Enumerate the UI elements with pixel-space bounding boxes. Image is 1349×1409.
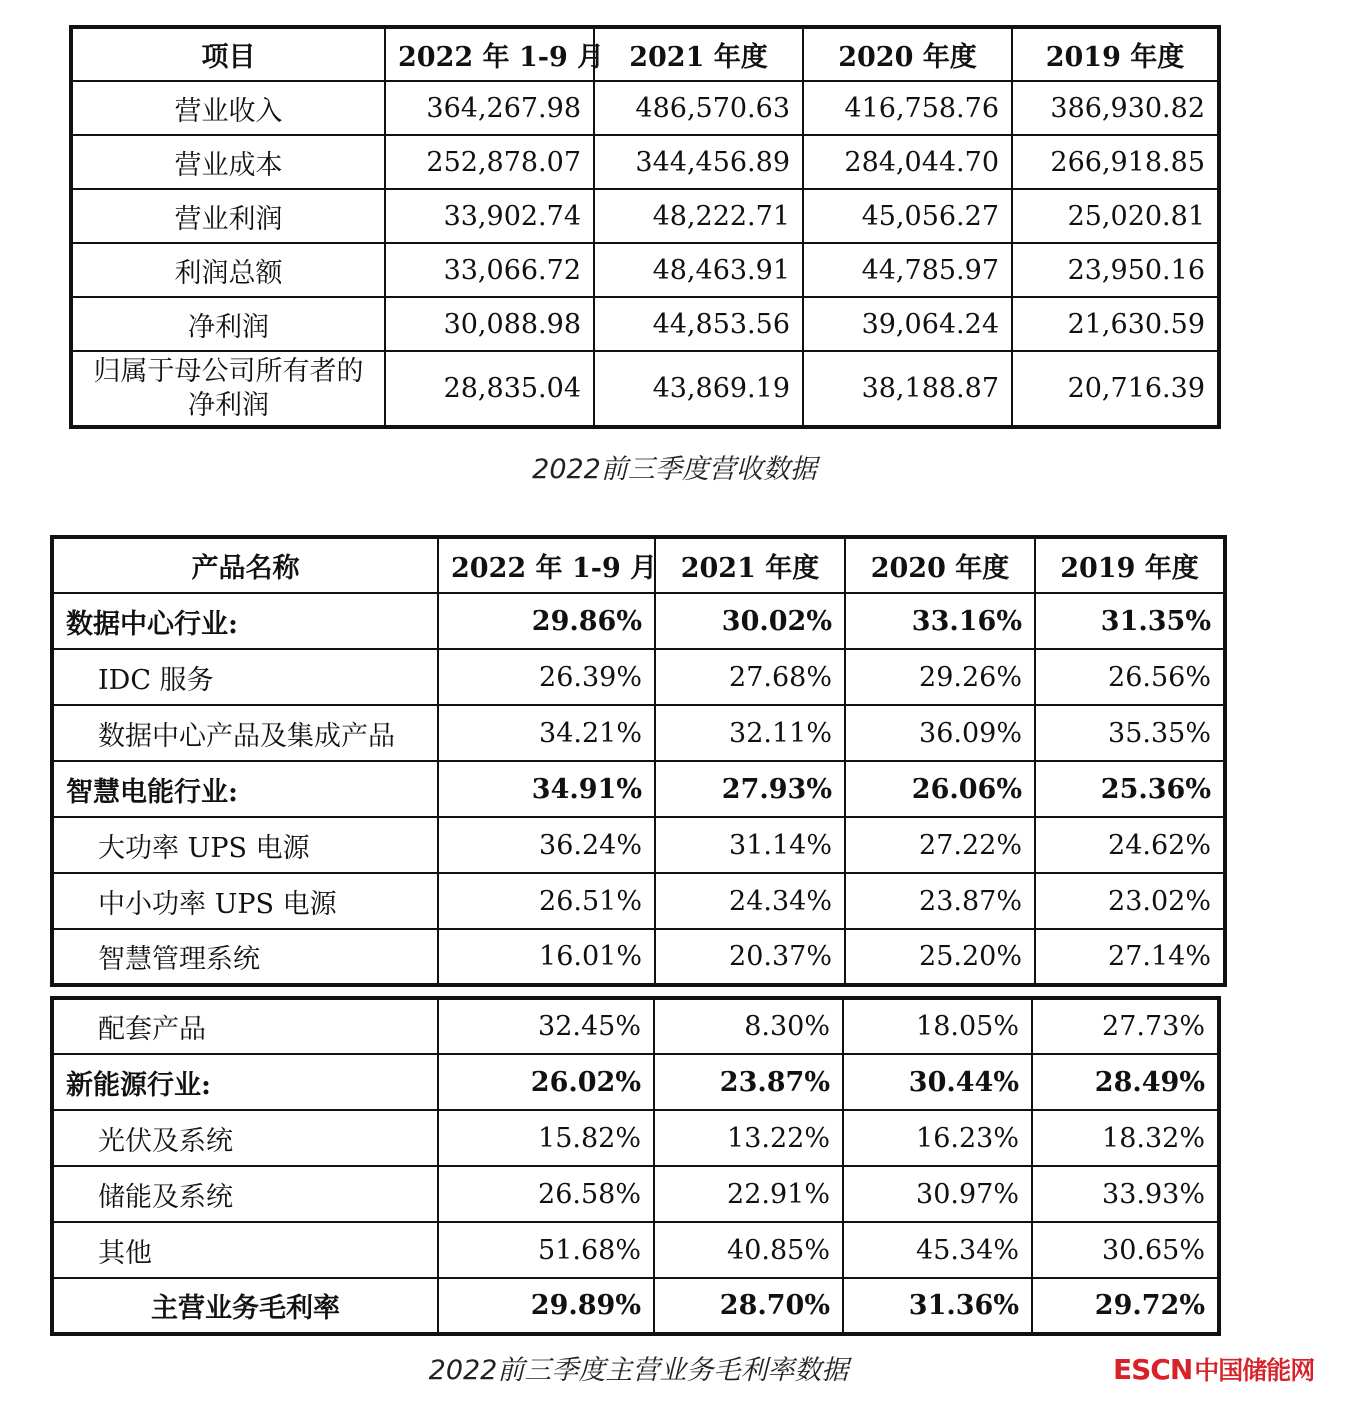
table-header-row xyxy=(71,27,1219,81)
value-cell: 25,020.81 xyxy=(1012,189,1219,243)
table-row xyxy=(52,1222,1219,1278)
table-row xyxy=(52,873,1225,929)
value-cell: 33,066.72 xyxy=(385,243,594,297)
row-label: 储能及系统 xyxy=(52,1166,438,1222)
value-cell: 23.02% xyxy=(1035,873,1225,929)
value-cell: 33,902.74 xyxy=(385,189,594,243)
value-cell: 24.62% xyxy=(1035,817,1225,873)
row-label: 数据中心产品及集成产品 xyxy=(52,705,438,761)
value-cell: 44,853.56 xyxy=(594,297,803,351)
row-label: 利润总额 xyxy=(71,243,385,297)
logo-name: 中国储能网 xyxy=(1194,1356,1315,1385)
value-cell: 33.93% xyxy=(1032,1166,1219,1222)
value-cell: 364,267.98 xyxy=(385,81,594,135)
value-cell: 30.02% xyxy=(655,593,845,649)
value-cell: 28.49% xyxy=(1032,1054,1219,1110)
row-label: 数据中心行业: xyxy=(52,593,438,649)
value-cell: 16.23% xyxy=(843,1110,1032,1166)
value-cell: 40.85% xyxy=(654,1222,843,1278)
table-row xyxy=(52,649,1225,705)
revenue-table xyxy=(69,25,1221,429)
value-cell: 29.72% xyxy=(1032,1278,1219,1334)
value-cell: 23.87% xyxy=(845,873,1035,929)
value-cell: 416,758.76 xyxy=(803,81,1012,135)
table-row xyxy=(52,593,1225,649)
value-cell: 21,630.59 xyxy=(1012,297,1219,351)
value-cell: 26.56% xyxy=(1035,649,1225,705)
value-cell: 486,570.63 xyxy=(594,81,803,135)
value-cell: 48,222.71 xyxy=(594,189,803,243)
row-label: 主营业务毛利率 xyxy=(52,1278,438,1334)
table-row xyxy=(52,761,1225,817)
revenue-table-caption: 2022前三季度营收数据 xyxy=(532,454,817,485)
value-cell: 29.89% xyxy=(438,1278,654,1334)
value-cell: 31.35% xyxy=(1035,593,1225,649)
escn-watermark-logo xyxy=(1113,1351,1314,1387)
value-cell: 23,950.16 xyxy=(1012,243,1219,297)
value-cell: 29.26% xyxy=(845,649,1035,705)
value-cell: 18.32% xyxy=(1032,1110,1219,1166)
row-label: 智慧管理系统 xyxy=(52,929,438,985)
value-cell: 344,456.89 xyxy=(594,135,803,189)
value-cell: 25.36% xyxy=(1035,761,1225,817)
row-label: 新能源行业: xyxy=(52,1054,438,1110)
value-cell: 26.39% xyxy=(438,649,655,705)
value-cell: 39,064.24 xyxy=(803,297,1012,351)
header-cell: 2020 年度 xyxy=(845,537,1035,593)
value-cell: 34.21% xyxy=(438,705,655,761)
table-row xyxy=(52,929,1225,985)
value-cell: 28.70% xyxy=(654,1278,843,1334)
value-cell: 36.24% xyxy=(438,817,655,873)
value-cell: 27.93% xyxy=(655,761,845,817)
value-cell: 29.86% xyxy=(438,593,655,649)
value-cell: 33.16% xyxy=(845,593,1035,649)
row-label: 营业收入 xyxy=(71,81,385,135)
value-cell: 30.65% xyxy=(1032,1222,1219,1278)
header-cell: 产品名称 xyxy=(52,537,438,593)
value-cell: 27.14% xyxy=(1035,929,1225,985)
gross-margin-table-part1 xyxy=(50,535,1227,987)
value-cell: 252,878.07 xyxy=(385,135,594,189)
value-cell: 26.06% xyxy=(845,761,1035,817)
value-cell: 32.11% xyxy=(655,705,845,761)
value-cell: 27.22% xyxy=(845,817,1035,873)
value-cell: 35.35% xyxy=(1035,705,1225,761)
value-cell: 32.45% xyxy=(438,998,654,1054)
value-cell: 30,088.98 xyxy=(385,297,594,351)
header-cell: 2022 年 1-9 月 xyxy=(385,27,594,81)
value-cell: 43,869.19 xyxy=(594,351,803,427)
table-row xyxy=(52,1166,1219,1222)
row-label: 智慧电能行业: xyxy=(52,761,438,817)
value-cell: 45.34% xyxy=(843,1222,1032,1278)
row-label: 中小功率 UPS 电源 xyxy=(52,873,438,929)
row-label: 光伏及系统 xyxy=(52,1110,438,1166)
value-cell: 48,463.91 xyxy=(594,243,803,297)
row-label: 营业成本 xyxy=(71,135,385,189)
table-header-row xyxy=(52,537,1225,593)
value-cell: 26.51% xyxy=(438,873,655,929)
value-cell: 284,044.70 xyxy=(803,135,1012,189)
header-cell: 2020 年度 xyxy=(803,27,1012,81)
header-cell: 项目 xyxy=(71,27,385,81)
logo-brand: ESCN xyxy=(1113,1353,1193,1386)
header-cell: 2021 年度 xyxy=(655,537,845,593)
value-cell: 23.87% xyxy=(654,1054,843,1110)
table-row xyxy=(71,243,1219,297)
row-label: 归属于母公司所有者的净利润 xyxy=(71,351,385,427)
table-row xyxy=(52,1110,1219,1166)
gross-margin-caption: 2022前三季度主营业务毛利率数据 xyxy=(428,1355,849,1386)
value-cell: 34.91% xyxy=(438,761,655,817)
header-cell: 2019 年度 xyxy=(1012,27,1219,81)
value-cell: 20,716.39 xyxy=(1012,351,1219,427)
table-row xyxy=(52,998,1219,1054)
value-cell: 36.09% xyxy=(845,705,1035,761)
row-label: 营业利润 xyxy=(71,189,385,243)
value-cell: 30.97% xyxy=(843,1166,1032,1222)
value-cell: 18.05% xyxy=(843,998,1032,1054)
row-label: 配套产品 xyxy=(52,998,438,1054)
value-cell: 16.01% xyxy=(438,929,655,985)
value-cell: 31.36% xyxy=(843,1278,1032,1334)
value-cell: 27.73% xyxy=(1032,998,1219,1054)
value-cell: 24.34% xyxy=(655,873,845,929)
value-cell: 15.82% xyxy=(438,1110,654,1166)
row-label: 净利润 xyxy=(71,297,385,351)
table-row xyxy=(71,351,1219,427)
table-row xyxy=(71,297,1219,351)
value-cell: 25.20% xyxy=(845,929,1035,985)
row-label: 大功率 UPS 电源 xyxy=(52,817,438,873)
table-row xyxy=(52,1054,1219,1110)
row-label: 其他 xyxy=(52,1222,438,1278)
table-row xyxy=(52,817,1225,873)
header-cell: 2019 年度 xyxy=(1035,537,1225,593)
value-cell: 266,918.85 xyxy=(1012,135,1219,189)
gross-margin-table-part2 xyxy=(50,996,1221,1336)
value-cell: 31.14% xyxy=(655,817,845,873)
value-cell: 30.44% xyxy=(843,1054,1032,1110)
value-cell: 26.02% xyxy=(438,1054,654,1110)
value-cell: 20.37% xyxy=(655,929,845,985)
table-row xyxy=(52,1278,1219,1334)
row-label: IDC 服务 xyxy=(52,649,438,705)
value-cell: 27.68% xyxy=(655,649,845,705)
table-row xyxy=(71,81,1219,135)
table-row xyxy=(71,135,1219,189)
header-cell: 2022 年 1-9 月 xyxy=(438,537,655,593)
value-cell: 22.91% xyxy=(654,1166,843,1222)
table-row xyxy=(52,705,1225,761)
value-cell: 13.22% xyxy=(654,1110,843,1166)
value-cell: 386,930.82 xyxy=(1012,81,1219,135)
value-cell: 8.30% xyxy=(654,998,843,1054)
value-cell: 26.58% xyxy=(438,1166,654,1222)
value-cell: 38,188.87 xyxy=(803,351,1012,427)
header-cell: 2021 年度 xyxy=(594,27,803,81)
value-cell: 44,785.97 xyxy=(803,243,1012,297)
value-cell: 45,056.27 xyxy=(803,189,1012,243)
table-row xyxy=(71,189,1219,243)
value-cell: 51.68% xyxy=(438,1222,654,1278)
value-cell: 28,835.04 xyxy=(385,351,594,427)
